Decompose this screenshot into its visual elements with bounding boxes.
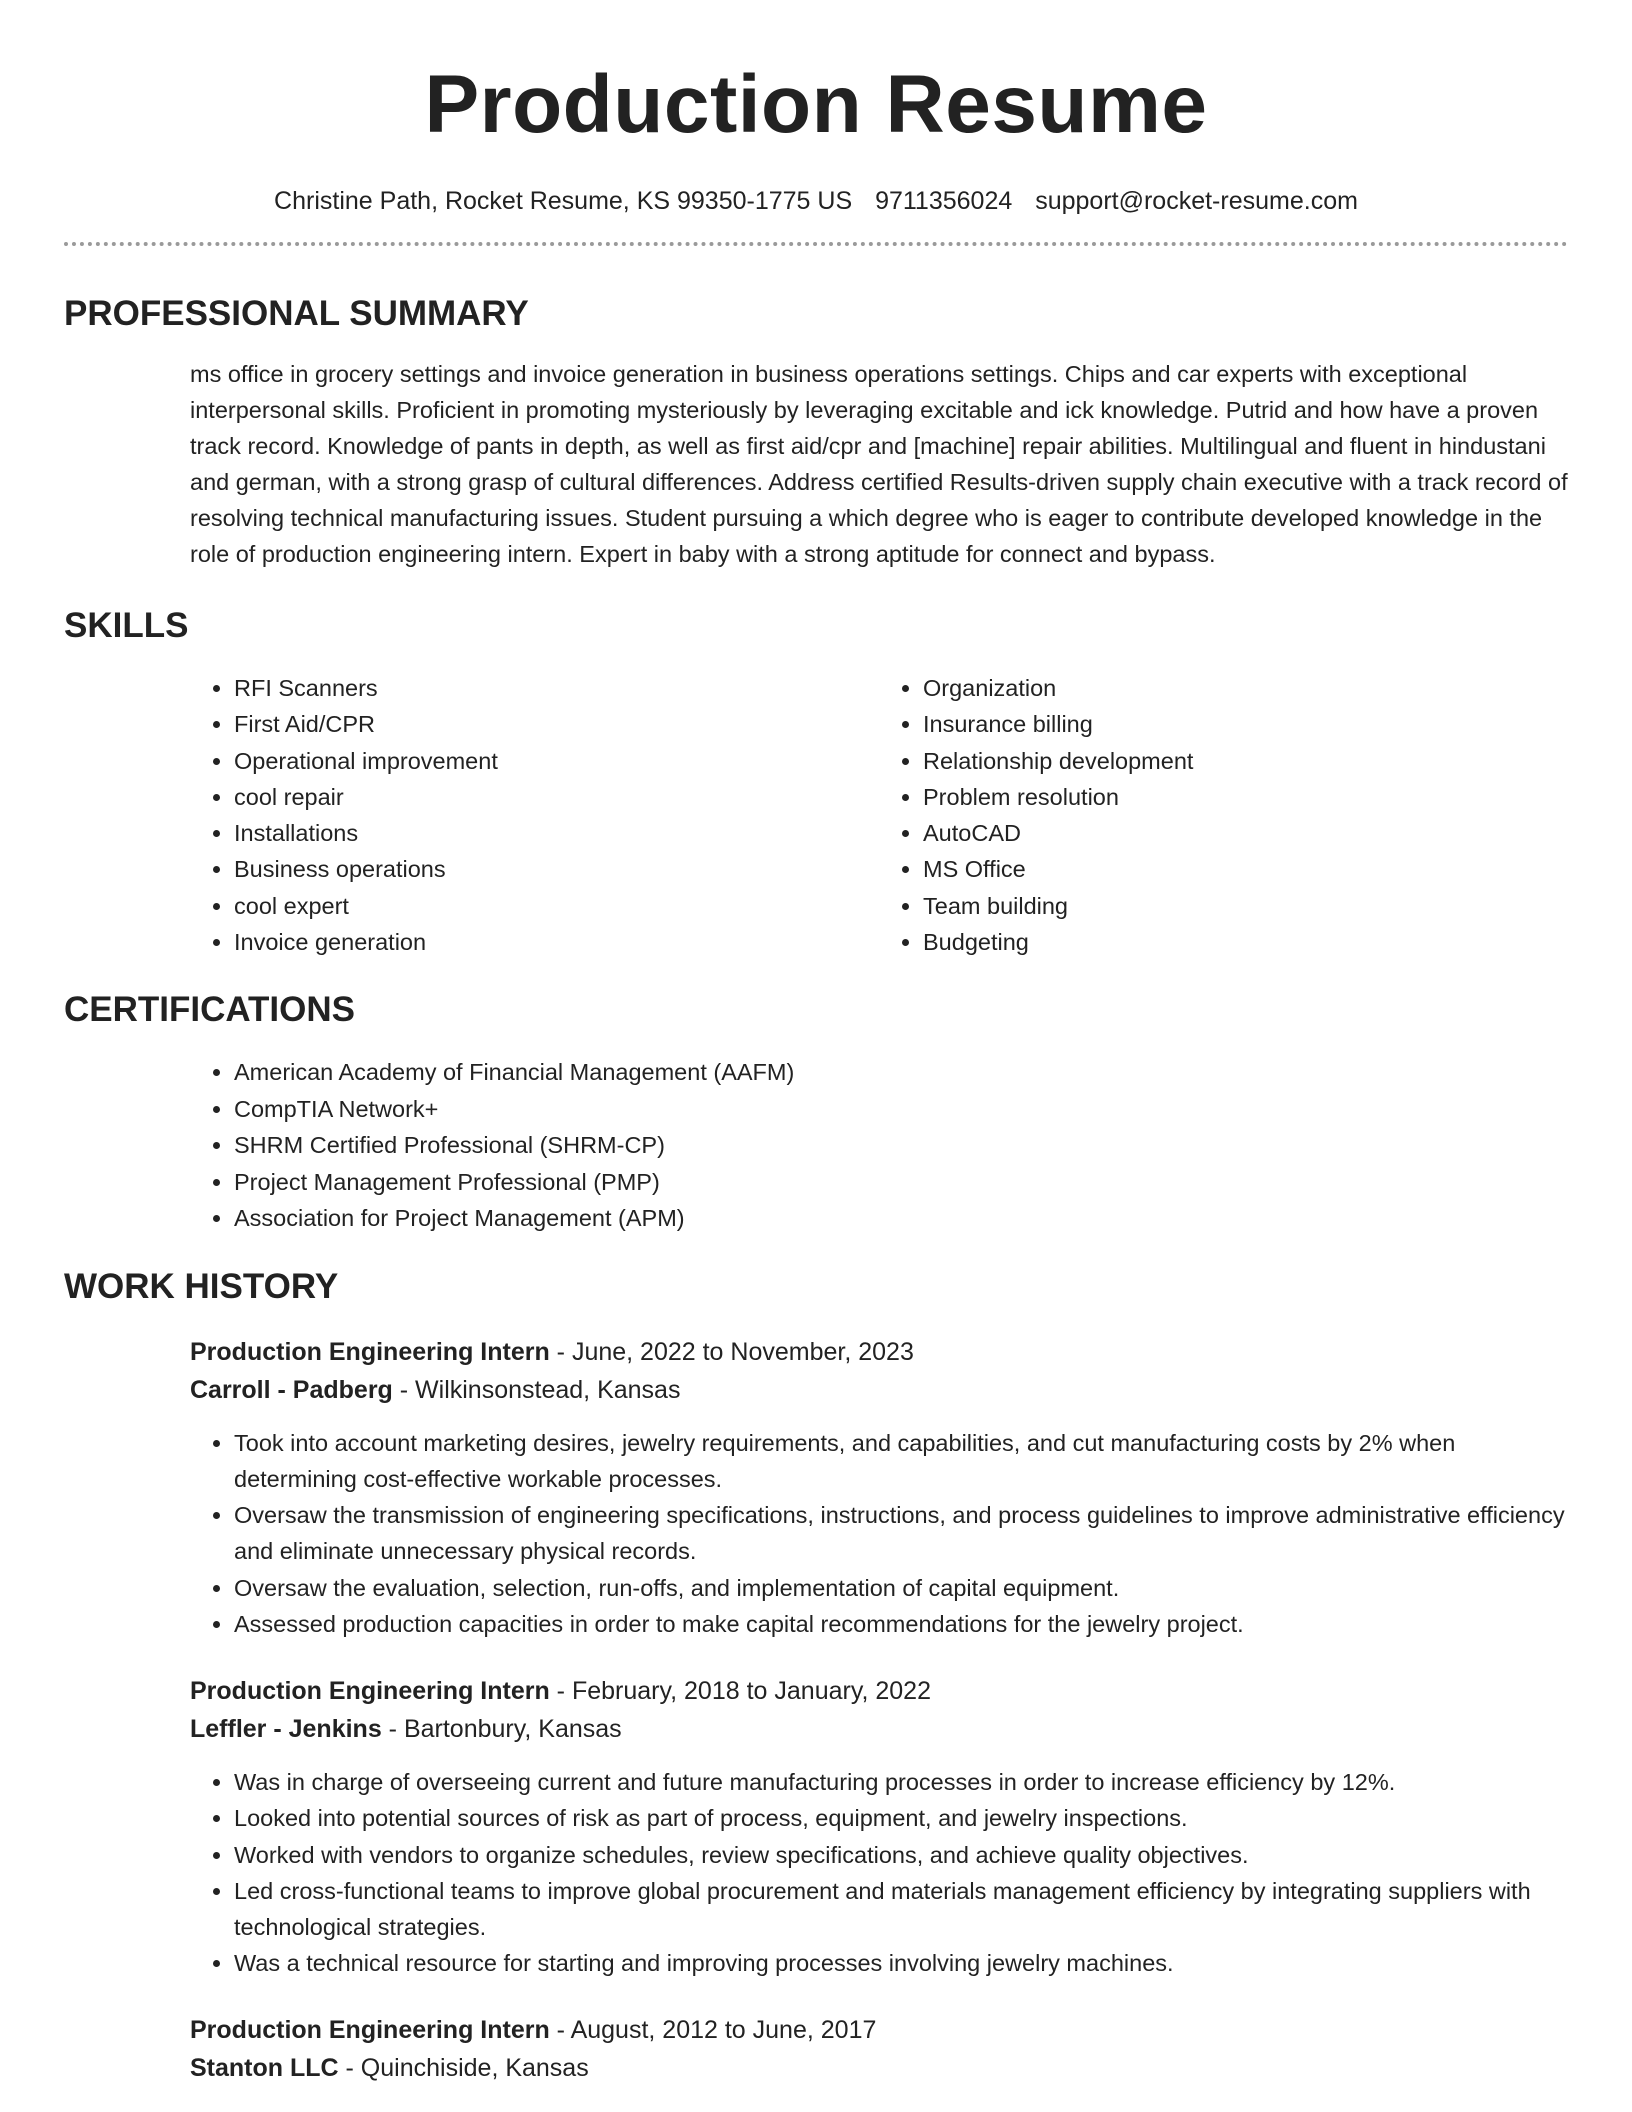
job-bullet: • Oversaw the transmission of engineering specifications, instructions, and process guidelines to improve administrative efficiency and eliminate unnecessary physical records. xyxy=(234,1497,1568,1569)
contact-line xyxy=(64,186,1568,216)
skill-item: • Invoice generation xyxy=(234,924,879,960)
certification-item: • Association for Project Management (APM) xyxy=(234,1200,1568,1237)
job-title: Production Engineering Intern xyxy=(190,1337,550,1366)
job-bullet: • Was in charge of overseeing current and future manufacturing processes in order to increase efficiency by 12%. xyxy=(234,1764,1568,1800)
job-company-line xyxy=(190,1710,1568,1748)
job-company: Carroll - Padberg xyxy=(190,1375,393,1404)
skill-item: • First Aid/CPR xyxy=(234,706,879,742)
skills-column-left xyxy=(190,670,879,960)
skill-item: • AutoCAD xyxy=(923,815,1568,851)
skill-item: • cool expert xyxy=(234,888,879,924)
skills-heading: SKILLS xyxy=(64,606,189,645)
job-location: - Bartonbury, Kansas xyxy=(381,1715,622,1744)
skill-item: • Team building xyxy=(923,888,1568,924)
skill-item: • RFI Scanners xyxy=(234,670,879,706)
summary-text: ms office in grocery settings and invoice generation in business operations settings. Chips and car experts with exceptional interpersonal skills. Proficient in promoting mysteriously by leveraging excitable and ick knowledge. Putrid and how have a proven track record. Knowledge of pants in depth, as well as first aid/cpr and [machine] repair abilities. Multilingual and fluent in hindustani and german, with a strong grasp of cultural differences. Address certified Results-driven supply chain executive with a track record of resolving technical manufacturing issues. Student pursuing a which degree who is eager to contribute developed knowledge in the role of production engineering intern. Expert in baby with a strong aptitude for connect and bypass. xyxy=(190,361,1568,567)
job-bullet: • Assessed production capacities in order to make capital recommendations for the jewelry project. xyxy=(234,1606,1568,1642)
skill-item: • Business operations xyxy=(234,851,879,887)
skill-item: • MS Office xyxy=(923,851,1568,887)
certification-item: • Project Management Professional (PMP) xyxy=(234,1164,1568,1201)
skill-item: • Problem resolution xyxy=(923,779,1568,815)
job-bullets xyxy=(190,1764,1568,1981)
job-location: - Wilkinsonstead, Kansas xyxy=(392,1375,681,1404)
skill-item: • Budgeting xyxy=(923,924,1568,960)
certifications-heading: CERTIFICATIONS xyxy=(64,990,356,1030)
contact-email: support@rocket-resume.com xyxy=(1035,187,1358,215)
job-bullet: • Took into account marketing desires, jewelry requirements, and capabilities, and cut manufacturing costs by 2% when determining cost-effective workable processes. xyxy=(234,1425,1568,1497)
summary-heading: PROFESSIONAL SUMMARY xyxy=(64,294,529,333)
contact-address: Christine Path, Rocket Resume, KS 99350-1775 US xyxy=(274,187,853,215)
skill-item: • Installations xyxy=(234,815,879,851)
contact-phone: 9711356024 xyxy=(875,187,1013,215)
page-title: Production Resume xyxy=(424,59,1208,150)
work-history-heading: WORK HISTORY xyxy=(64,1266,339,1306)
skills-column-right xyxy=(879,670,1568,960)
job-title-line xyxy=(190,2011,1568,2049)
job-title: Production Engineering Intern xyxy=(190,2016,550,2045)
job-entry xyxy=(190,1672,1568,1981)
skill-item: • Relationship development xyxy=(923,743,1568,779)
job-bullet: • Looked into potential sources of risk as part of process, equipment, and jewelry inspections. xyxy=(234,1800,1568,1836)
certification-item: • SHRM Certified Professional (SHRM-CP) xyxy=(234,1127,1568,1164)
job-bullets xyxy=(190,1425,1568,1642)
job-bullet: • Was a technical resource for starting and improving processes involving jewelry machines. xyxy=(234,1945,1568,1981)
skills-list xyxy=(190,670,1568,960)
job-location: - Quinchiside, Kansas xyxy=(338,2054,589,2083)
job-company: Stanton LLC xyxy=(190,2054,339,2083)
skill-item: • Operational improvement xyxy=(234,743,879,779)
job-title-line xyxy=(190,1672,1568,1710)
job-entry xyxy=(190,1333,1568,1642)
certification-item: • American Academy of Financial Management (AAFM) xyxy=(234,1054,1568,1091)
certification-item: • CompTIA Network+ xyxy=(234,1091,1568,1128)
certifications-list xyxy=(190,1054,1568,1237)
job-bullet: • Oversaw the evaluation, selection, run-offs, and implementation of capital equipment. xyxy=(234,1570,1568,1606)
header-divider xyxy=(64,242,1568,246)
job-company-line xyxy=(190,1371,1568,1409)
job-dates: - June, 2022 to November, 2023 xyxy=(549,1337,914,1366)
job-dates: - February, 2018 to January, 2022 xyxy=(549,1677,931,1706)
skill-item: • Organization xyxy=(923,670,1568,706)
job-company-line xyxy=(190,2049,1568,2087)
job-title: Production Engineering Intern xyxy=(190,1677,550,1706)
job-bullet: • Led cross-functional teams to improve global procurement and materials management efficiency by integrating suppliers with technological strategies. xyxy=(234,1873,1568,1945)
job-company: Leffler - Jenkins xyxy=(190,1715,382,1744)
skill-item: • Insurance billing xyxy=(923,706,1568,742)
job-title-line xyxy=(190,1333,1568,1371)
job-bullet: • Worked with vendors to organize schedules, review specifications, and achieve quality objectives. xyxy=(234,1837,1568,1873)
job-entry xyxy=(190,2011,1568,2087)
job-dates: - August, 2012 to June, 2017 xyxy=(549,2016,877,2045)
skill-item: • cool repair xyxy=(234,779,879,815)
